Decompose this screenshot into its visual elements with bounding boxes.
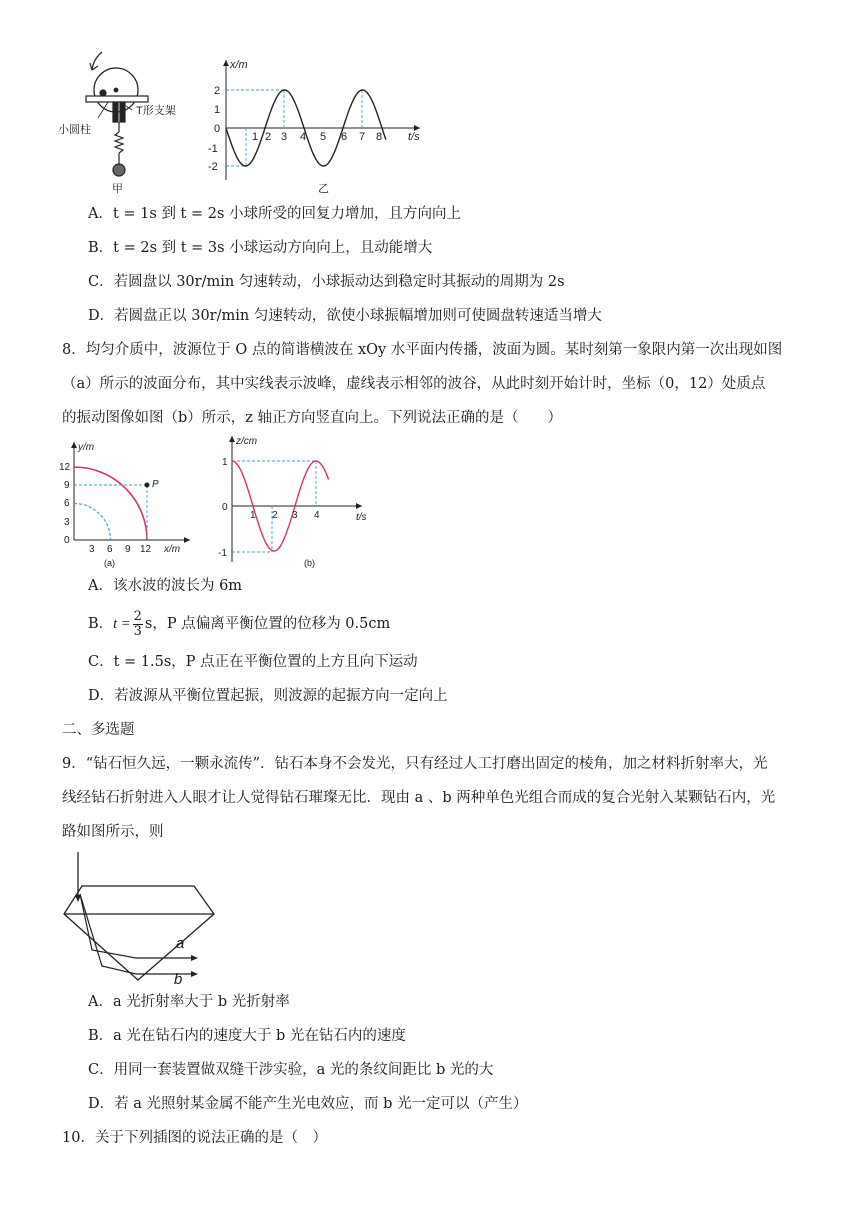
- q8-b-den: 3: [133, 623, 142, 639]
- tick-t-1: 1: [250, 510, 256, 521]
- axis-label-z: z/cm: [236, 436, 258, 447]
- point-p: [145, 483, 150, 488]
- q8-option-c: C．t = 1.5s，P 点正在平衡位置的上方且向下运动: [88, 654, 418, 670]
- graph-yi: [208, 59, 420, 195]
- tick-x-6: 6: [341, 131, 348, 143]
- tick-z-0: 0: [222, 502, 228, 513]
- axis-label-x: x/m: [164, 544, 181, 555]
- section-heading: 二、多选题: [62, 722, 135, 738]
- tick-x-6: 6: [107, 544, 113, 555]
- label-bracket: T形支架: [136, 105, 176, 117]
- label-jia: 甲: [112, 183, 123, 195]
- tick-x-7: 7: [359, 131, 366, 143]
- tick-y-neg2: -2: [208, 161, 218, 173]
- q10-stem-line1: 10．关于下列插图的说法正确的是（ ）: [62, 1130, 327, 1146]
- label-cylinder: 小圆柱: [58, 124, 91, 136]
- q7-option-b: B．t = 2s 到 t = 3s 小球运动方向向上，且动能增大: [88, 240, 433, 256]
- caption-a: (a): [104, 558, 115, 568]
- tick-x-9: 9: [125, 544, 131, 555]
- tick-z-neg1: -1: [218, 548, 227, 559]
- figure-q8b: [212, 432, 382, 572]
- tick-x-3: 3: [281, 131, 288, 143]
- q8-option-d: D．若波源从平衡位置起振，则波源的起振方向一定向上: [88, 688, 448, 704]
- tick-x-3: 3: [89, 544, 95, 555]
- tick-y-2: 2: [214, 85, 221, 97]
- tick-z-1: 1: [222, 457, 228, 468]
- q8-b-t: t =: [113, 616, 131, 632]
- figure-q7: [58, 40, 430, 200]
- tick-y-3: 3: [64, 517, 70, 528]
- q7-option-a: A．t = 1s 到 t = 2s 小球所受的回复力增加，且方向向上: [88, 206, 462, 222]
- q9-stem-line1: 9．“钻石恒久远，一颗永流传”．钻石本身不会发光，只有经过人工打磨出固定的棱角，加之材料折射率大，光: [62, 756, 768, 772]
- q8-b-num: 2: [133, 608, 142, 624]
- axis-label-t: t/s: [356, 512, 367, 523]
- q9-stem-line3: 路如图所示，则: [62, 824, 164, 840]
- q9-option-c: C．用同一套装置做双缝干涉实验，a 光的条纹间距比 b 光的大: [88, 1062, 494, 1078]
- axis-label-t: t/s: [408, 131, 420, 143]
- q8-stem-line3: 的振动图像如图（b）所示，z 轴正方向竖直向上。下列说法正确的是（ ）: [62, 410, 563, 426]
- q8-b-fraction: [133, 610, 143, 639]
- figure-q8a: [56, 436, 196, 572]
- tick-y-6: 6: [64, 498, 70, 509]
- figure-q9-diamond: [58, 850, 218, 988]
- q9-option-d: D．若 a 光照射某金属不能产生光电效应，而 b 光一定可以（产生）: [88, 1096, 528, 1112]
- tick-y-12: 12: [59, 462, 71, 473]
- q9-option-b: B．a 光在钻石内的速度大于 b 光在钻石内的速度: [88, 1028, 406, 1044]
- q8-b-prefix: B．: [88, 616, 114, 632]
- tick-x-8: 8: [376, 131, 383, 143]
- tick-x-4: 4: [300, 131, 307, 143]
- tick-y-9: 9: [64, 480, 70, 491]
- q8-option-b: [88, 604, 390, 644]
- tick-t-2: 2: [272, 510, 278, 521]
- tick-y-neg1: -1: [208, 143, 218, 155]
- q8-b-suffix: s，P 点偏离平衡位置的位移为 0.5cm: [144, 616, 391, 632]
- q9-option-a: A．a 光折射率大于 b 光折射率: [88, 994, 290, 1010]
- axis-label-y: y/m: [78, 442, 95, 453]
- label-ray-b: b: [174, 971, 183, 988]
- label-yi: 乙: [318, 183, 329, 195]
- tick-t-4: 4: [314, 510, 320, 521]
- q8-stem-line2: （a）所示的波面分布，其中实线表示波峰，虚线表示相邻的波谷，从此时刻开始计时，坐标（0，12）处质点: [62, 376, 766, 392]
- q7-option-d: D．若圆盘正以 30r/min 匀速转动，欲使小球振幅增加则可使圆盘转速适当增大: [88, 308, 602, 324]
- tick-y-0: 0: [214, 123, 221, 135]
- axis-label-x: x/m: [230, 59, 248, 71]
- q8-stem-line1: 8．均匀介质中，波源位于 O 点的简谐横波在 xOy 水平面内传播，波面为圆。某时刻第一象限内第一次出现如图: [62, 342, 783, 358]
- caption-b: (b): [304, 558, 315, 568]
- q8-option-a: A．该水波的波长为 6m: [88, 578, 243, 594]
- q9-stem-line2: 线经钻石折射进入人眼才让人觉得钻石璀璨无比．现由 a 、b 两种单色光组合而成的复合光射入某颗钻石内，光: [62, 790, 776, 806]
- tick-x-2: 2: [265, 131, 272, 143]
- tick-x-12: 12: [140, 544, 152, 555]
- label-p: P: [152, 479, 159, 490]
- tick-y-0: 0: [64, 535, 70, 546]
- q7-option-c: C．若圆盘以 30r/min 匀速转动，小球振动达到稳定时其振动的周期为 2s: [88, 274, 565, 290]
- label-ray-a: a: [176, 935, 185, 952]
- tick-x-5: 5: [320, 131, 327, 143]
- tick-x-1: 1: [252, 131, 259, 143]
- tick-t-3: 3: [292, 510, 298, 521]
- tick-y-1: 1: [214, 104, 221, 116]
